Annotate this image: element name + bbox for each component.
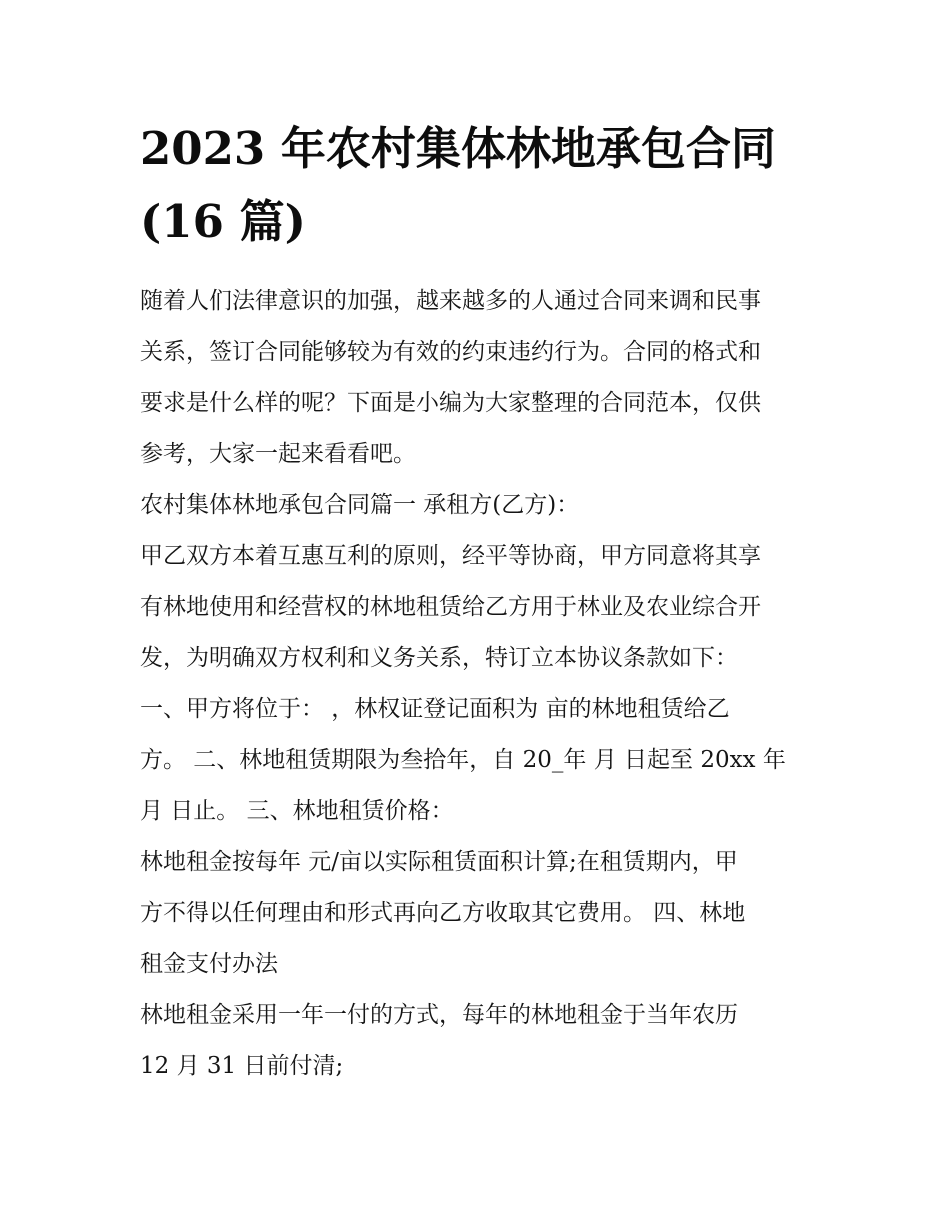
text-line: 有林地使用和经营权的林地租赁给乙方用于林业及农业综合开 bbox=[140, 594, 761, 620]
text-line: 参考，大家一起来看看吧。 bbox=[140, 441, 416, 467]
paragraph-agreement-terms bbox=[140, 531, 812, 837]
text-line: 随着人们法律意识的加强，越来越多的人通过合同来调和民事 bbox=[140, 288, 761, 314]
document-body bbox=[140, 276, 812, 1092]
paragraph-payment bbox=[140, 990, 812, 1092]
document-title bbox=[140, 112, 812, 258]
document-content bbox=[140, 112, 812, 1092]
title-line: (16 篇) bbox=[140, 195, 306, 248]
text-line: 12 月 31 日前付清; bbox=[140, 1053, 344, 1079]
text-line: 方。 二、林地租赁期限为叁拾年，自 20_年 月 日起至 20xx 年 bbox=[140, 747, 786, 773]
text-line: 月 日止。 三、林地租赁价格： bbox=[140, 798, 454, 824]
text-line: 林地租金按每年 元/亩以实际租赁面积计算;在租赁期内，甲 bbox=[140, 849, 738, 875]
title-line: 2023 年农村集体林地承包合同 bbox=[140, 122, 776, 175]
paragraph-rent-price bbox=[140, 837, 812, 990]
text-line: 甲乙双方本着互惠互利的原则，经平等协商，甲方同意将其享 bbox=[140, 543, 761, 569]
text-line: 方不得以任何理由和形式再向乙方收取其它费用。 四、林地 bbox=[140, 900, 746, 926]
text-line: 一、甲方将位于： ，林权证登记面积为 亩的林地租赁给乙 bbox=[140, 696, 730, 722]
text-line: 要求是什么样的呢？下面是小编为大家整理的合同范本，仅供 bbox=[140, 390, 761, 416]
text-line: 租金支付办法 bbox=[140, 951, 278, 977]
text-line: 林地租金采用一年一付的方式，每年的林地租金于当年农历 bbox=[140, 1002, 738, 1028]
text-line: 发，为明确双方权利和义务关系，特订立本协议条款如下： bbox=[140, 645, 738, 671]
text-line: 关系，签订合同能够较为有效的约束违约行为。合同的格式和 bbox=[140, 339, 761, 365]
paragraph-intro bbox=[140, 276, 812, 480]
text-line: 农村集体林地承包合同篇一 承租方(乙方)： bbox=[140, 492, 580, 518]
paragraph-section-heading bbox=[140, 480, 812, 531]
